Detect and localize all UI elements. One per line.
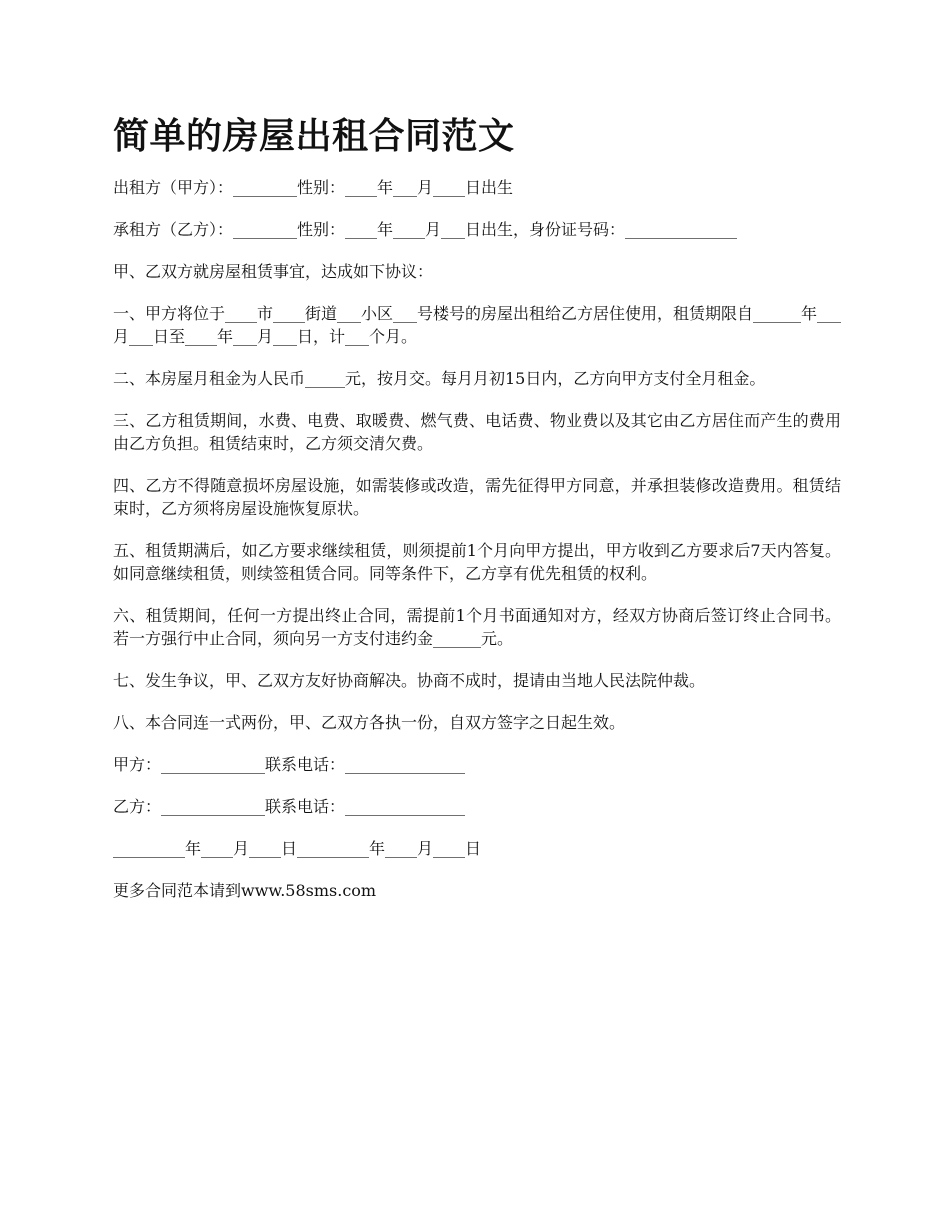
footer-more-templates: 更多合同范本请到www.58sms.com	[113, 881, 377, 900]
clause-4: 四、乙方不得随意损坏房屋设施，如需装修或改造，需先征得甲方同意，并承担装修改造费用。租赁结束时，乙方须将房屋设施恢复原状。	[113, 476, 841, 518]
clause-2: 二、本房屋月租金为人民币_____元，按月交。每月月初15日内，乙方向甲方支付全月租金。	[113, 369, 766, 388]
agreement-intro: 甲、乙双方就房屋租赁事宜，达成如下协议：	[113, 262, 434, 281]
clause-7: 七、发生争议，甲、乙双方友好协商解决。协商不成时，提请由当地人民法院仲裁。	[113, 671, 706, 690]
clause-8: 八、本合同连一式两份，甲、乙双方各执一份，自双方签字之日起生效。	[113, 713, 626, 732]
clause-3: 三、乙方租赁期间，水费、电费、取暖费、燃气费、电话费、物业费以及其它由乙方居住而产生的费用由乙方负担。租赁结束时，乙方须交清欠费。	[113, 411, 841, 453]
party-a-signature-line: 甲方：_____________联系电话：_______________	[113, 755, 466, 774]
lessee-info-line: 承租方（乙方）：________性别：____年____月___日出生，身份证号码：______________	[113, 220, 738, 239]
clause-5: 五、租赁期满后，如乙方要求继续租赁，则须提前1个月向甲方提出，甲方收到乙方要求后7天内答复。如同意继续租赁，则续签租赁合同。同等条件下，乙方享有优先租赁的权利。	[113, 541, 841, 583]
document-title: 简单的房屋出租合同范文	[113, 115, 515, 157]
signing-date-line: _________年____月____日_________年____月____日	[113, 839, 482, 858]
party-b-signature-line: 乙方：_____________联系电话：_______________	[113, 797, 466, 816]
clause-6: 六、租赁期间，任何一方提出终止合同，需提前1个月书面通知对方，经双方协商后签订终止合同书。若一方强行中止合同，须向另一方支付违约金______元。	[113, 606, 841, 648]
lessor-info-line: 出租方（甲方）：________性别：____年___月____日出生	[113, 178, 514, 197]
clause-1: 一、甲方将位于____市____街道___小区___号楼号的房屋出租给乙方居住使用，租赁期限自______年___月___日至____年___月___日，计___个月。	[113, 304, 842, 346]
document-page	[113, 112, 841, 921]
